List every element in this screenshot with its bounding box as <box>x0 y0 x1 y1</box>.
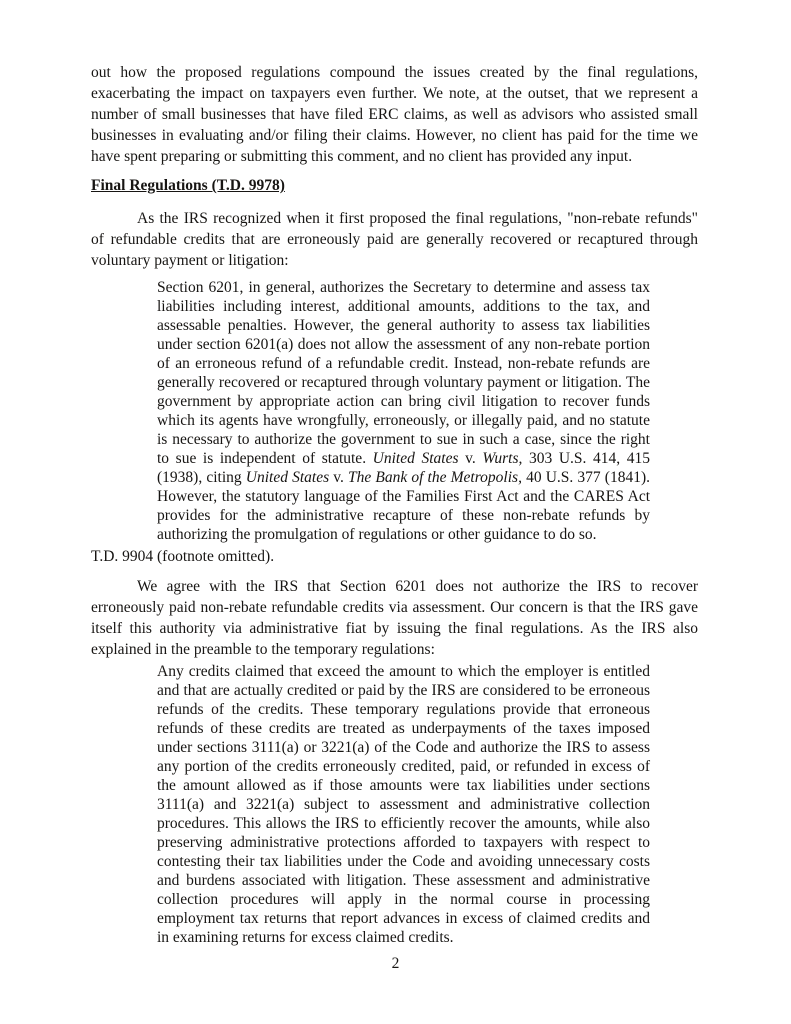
case-citation-versus: v. <box>458 450 483 467</box>
case-citation-name: Wurts, <box>482 450 523 467</box>
paragraph-irs-recognized: As the IRS recognized when it first proposed the final regulations, "non-rebate refunds" of refundable credits that are erroneously paid are generally recovered or recaptured through voluntary payment or litigation: <box>91 210 698 269</box>
quote-text: 40 U.S. 377 (1841). However, the statutory language of the Families First Act and the CARES Act provides for the administrative recapture of these non-rebate refunds by authorizing the promulgation of regulations or other guidance to do so. <box>157 469 650 543</box>
case-citation-party: United States <box>245 469 330 486</box>
case-citation-name: The Bank of the Metropolis, <box>348 469 522 486</box>
case-citation-versus: v. <box>329 469 348 486</box>
section-heading-final-regulations: Final Regulations (T.D. 9978) <box>91 177 285 194</box>
block-quote-td-9904 <box>157 278 650 544</box>
citation-source-line: T.D. 9904 (footnote omitted). <box>91 548 275 565</box>
page-number: 2 <box>391 955 400 972</box>
quote-text: Section 6201, in general, authorizes the Secretary to determine and assess tax liabilities including interest, additional amounts, additions to the tax, and assessable penalties. However, the general authority to assess tax liabilities under section 6201(a) does not allow the assessment of any non-rebate portion of an erroneous refund of a refundable credit. Instead, non-rebate refunds are generally recovered or recaptured through voluntary payment or litigation. The government by appropriate action can bring civil litigation to recover funds which its agents have wrongfully, erroneously, or illegally paid, and no statute is necessary to authorize the government to sue in such a case, since the right to sue is independent of statute. <box>157 279 650 467</box>
quote-text: 303 U.S. 414, 415 (1938), citing <box>157 450 650 486</box>
paragraph-we-agree: We agree with the IRS that Section 6201 does not authorize the IRS to recover erroneously paid non-rebate refundable credits via assessment. Our concern is that the IRS gave itself this authority via administrative fiat by issuing the final regulations. As the IRS also explained in the preamble to the temporary regulations: <box>91 578 698 658</box>
paragraph-continuation: out how the proposed regulations compound the issues created by the final regulations, exacerbating the impact on taxpayers even further. We note, at the outset, that we represent a number of small businesses that have filed ERC claims, as well as advisors who assisted small businesses in evaluating and/or filing their claims. However, no client has paid for the time we have spent preparing or submitting this comment, and no client has provided any input. <box>91 64 698 165</box>
case-citation-party: United States <box>372 450 459 467</box>
block-quote-temporary-regulations: Any credits claimed that exceed the amount to which the employer is entitled and that are actually credited or paid by the IRS are considered to be erroneous refunds of the credits. These temporary regulations provide that erroneous refunds of these credits are treated as underpayments of the taxes imposed under sections 3111(a) or 3221(a) of the Code and authorize the IRS to assess any portion of the credits erroneously credited, paid, or refunded in excess of the amount allowed as if those amounts were tax liabilities under sections 3111(a) and 3221(a) subject to assessment and administrative collection procedures. This allows the IRS to efficiently recover the amounts, while also preserving administrative protections afforded to taxpayers with respect to contesting their tax liabilities under the Code and avoiding unnecessary costs and burdens associated with litigation. These assessment and administrative collection procedures will apply in the normal course in processing employment tax returns that report advances in excess of claimed credits and in examining returns for excess claimed credits. <box>157 663 650 946</box>
